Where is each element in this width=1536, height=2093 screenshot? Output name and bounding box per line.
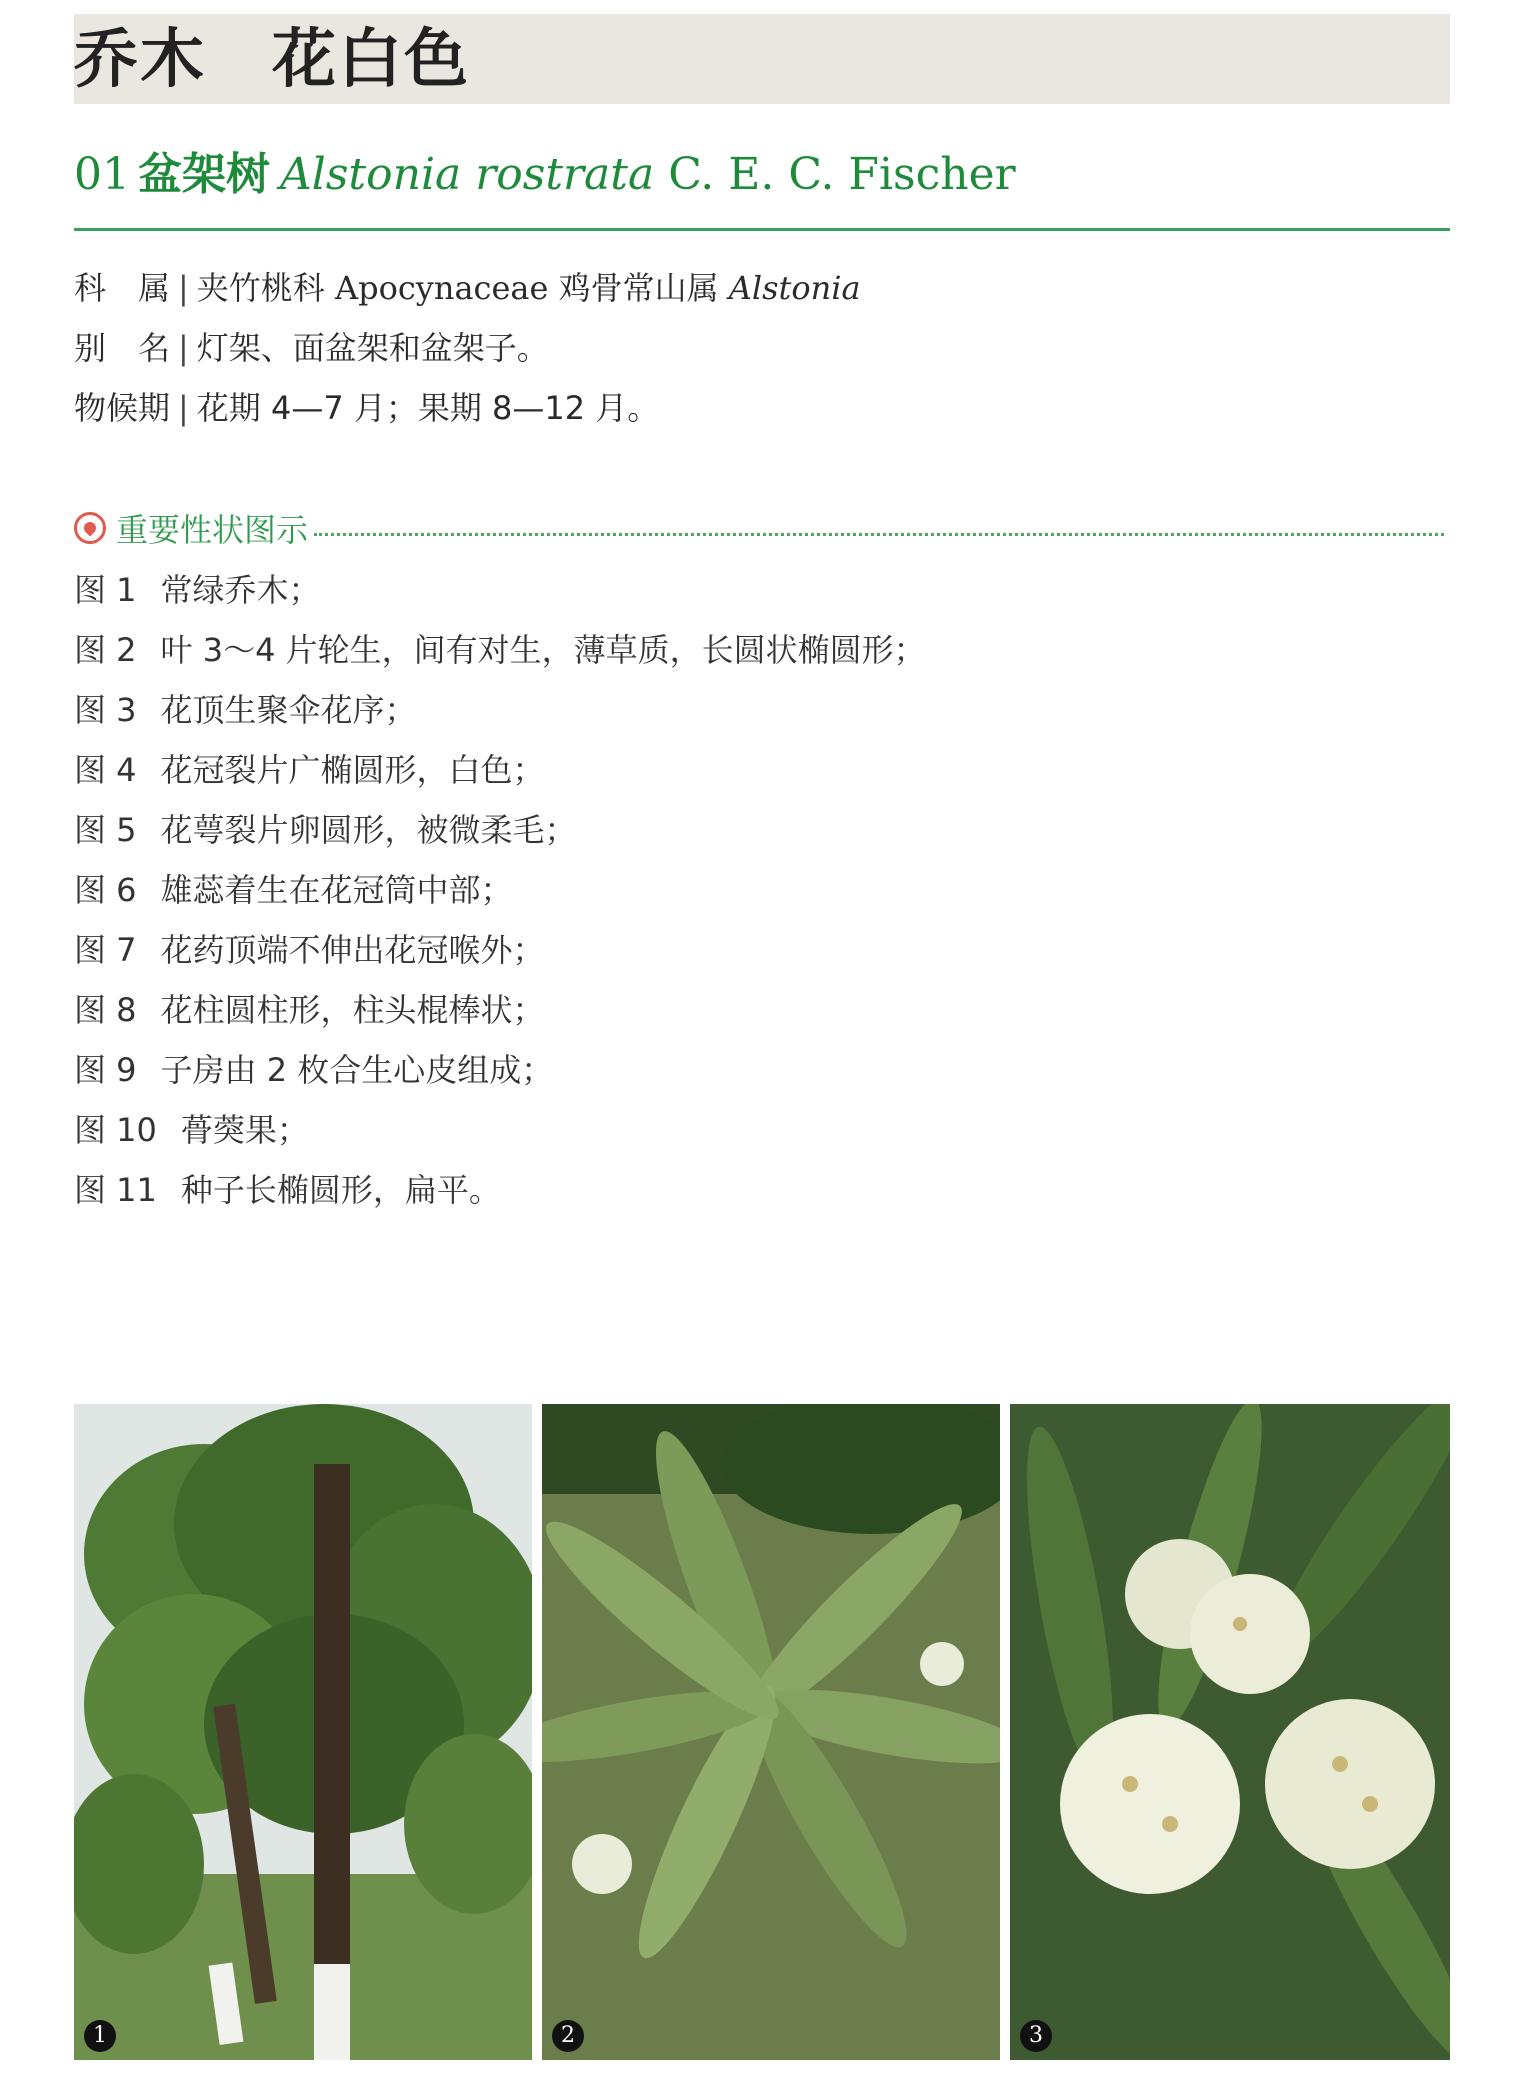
info-row-family: 科 属 | 夹竹桃科 Apocynaceae 鸡骨常山属 Alstonia [74,262,861,314]
leaf-badge-icon [74,512,106,544]
photo-tree [74,1404,532,2060]
figure-item: 图 11 种子长椭圆形，扁平。 [74,1171,501,1209]
figure-list [74,560,926,1220]
info-value: 花期 4—7 月；果期 8—12 月。 [196,389,660,427]
section-title: 重要性状图示 [116,511,309,549]
figure-item: 图 5 花萼裂片卵圆形，被微柔毛； [74,811,577,849]
page-title: 乔木 花白色 [74,23,470,97]
info-value: 灯架、面盆架和盆架子。 [196,329,549,367]
info-label: 别 名 [74,329,171,367]
dotted-rule [314,533,1444,536]
species-title [74,140,1016,210]
info-value: 夹竹桃科 Apocynaceae 鸡骨常山属 Alstonia [196,269,861,307]
title-divider [74,228,1450,231]
figure-item: 图 6 雄蕊着生在花冠筒中部； [74,871,513,909]
species-name-latin: Alstonia rostrata [280,149,655,200]
photo-flowers [1010,1404,1450,2060]
photo-leaves [542,1404,1000,2060]
photo-badge: 2 [552,2020,584,2052]
photo-badge: 1 [84,2020,116,2052]
figure-item: 图 2 叶 3～4 片轮生，间有对生，薄草质，长圆状椭圆形； [74,631,926,669]
species-author: C. E. C. Fischer [668,149,1016,200]
figure-item: 图 3 花顶生聚伞花序； [74,691,417,729]
info-label: 科 属 [74,269,171,307]
photo-badge: 3 [1020,2020,1052,2052]
info-label: 物候期 [74,389,171,427]
species-number: 01 [74,149,130,200]
figure-item: 图 1 常绿乔木； [74,571,321,609]
info-row-alias: 别 名 | 灯架、面盆架和盆架子。 [74,322,549,374]
species-name-cn: 盆架树 [138,149,270,200]
figure-item: 图 4 花冠裂片广椭圆形，白色； [74,751,545,789]
section-header [74,502,1444,554]
figure-item: 图 7 花药顶端不伸出花冠喉外； [74,931,545,969]
figure-item: 图 8 花柱圆柱形，柱头棍棒状； [74,991,545,1029]
figure-item: 图 10 蓇葖果； [74,1111,309,1149]
info-row-phenology: 物候期 | 花期 4—7 月；果期 8—12 月。 [74,382,659,434]
figure-item: 图 9 子房由 2 枚合生心皮组成； [74,1051,554,1089]
